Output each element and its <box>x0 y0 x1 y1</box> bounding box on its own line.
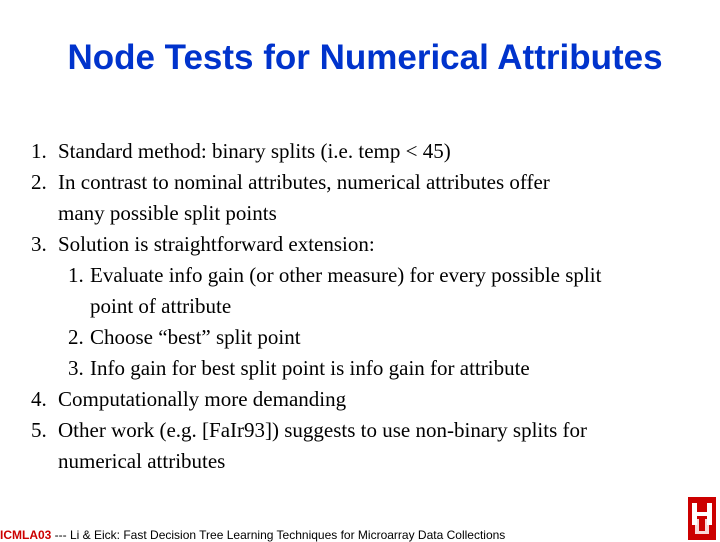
slide-title: Node Tests for Numerical Attributes <box>67 38 663 77</box>
list-number: 2. <box>68 325 84 349</box>
list-text: Solution is straightforward extension: <box>58 232 375 256</box>
list-number: 5. <box>31 418 47 442</box>
list-text: Info gain for best split point is info gain for attribute <box>90 356 530 380</box>
sub-list-item <box>0 260 720 322</box>
list-text: Evaluate info gain (or other measure) for every possible split <box>90 263 602 287</box>
university-of-houston-logo-icon <box>688 497 716 540</box>
list-item <box>0 415 720 477</box>
list-text-continuation: numerical attributes <box>58 449 226 473</box>
list-text: Other work (e.g. [FaIr93]) suggests to use non-binary splits for <box>58 418 587 442</box>
list-item <box>0 136 720 167</box>
list-number: 3. <box>68 356 84 380</box>
footer-text: --- Li & Eick: Fast Decision Tree Learning Techniques for Microarray Data Collections <box>51 528 506 542</box>
footer-conference: ICMLA03 <box>0 528 52 542</box>
list-item <box>0 229 720 260</box>
list-number: 2. <box>31 170 47 194</box>
sub-list-item <box>0 322 720 353</box>
list-text-continuation: point of attribute <box>90 294 232 318</box>
sub-list-item <box>0 353 720 384</box>
list-text: In contrast to nominal attributes, numerical attributes offer <box>58 170 550 194</box>
list-text: Choose “best” split point <box>90 325 301 349</box>
list-item <box>0 384 720 415</box>
list-number: 1. <box>31 139 47 163</box>
list-text-continuation: many possible split points <box>58 201 277 225</box>
list-number: 4. <box>31 387 47 411</box>
list-text: Standard method: binary splits (i.e. temp < 45) <box>58 139 451 163</box>
list-item <box>0 167 720 229</box>
list-text: Computationally more demanding <box>58 387 347 411</box>
list-number: 1. <box>68 263 84 287</box>
list-number: 3. <box>31 232 47 256</box>
slide-body <box>0 136 720 477</box>
